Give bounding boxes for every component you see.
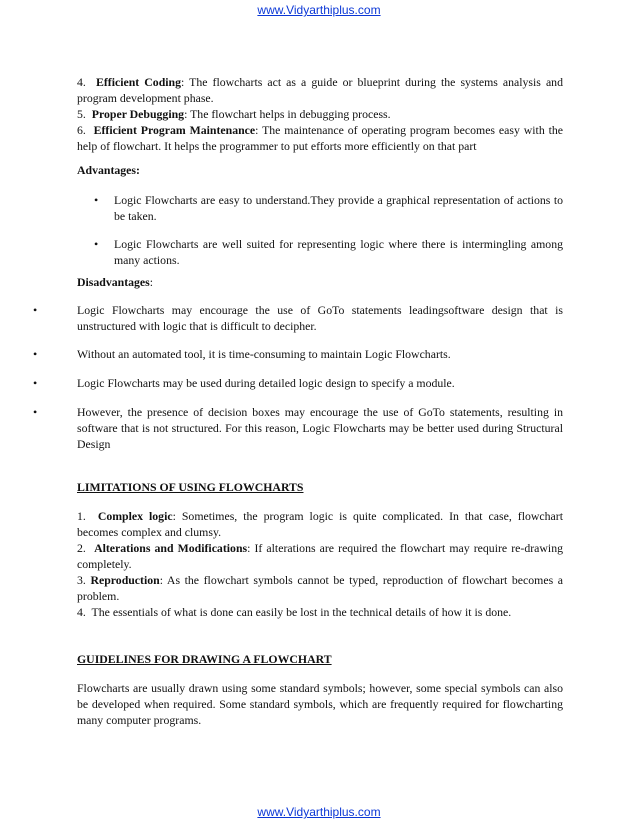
limitations-heading: LIMITATIONS OF USING FLOWCHARTS <box>77 480 304 494</box>
limitations-list <box>77 508 563 620</box>
advantages-heading: Advantages: <box>77 163 140 177</box>
disadvantage-item: Without an automated tool, it is time-consuming to maintain Logic Flowcharts. <box>77 347 451 361</box>
footer-link[interactable]: www.Vidyarthiplus.com <box>257 805 381 819</box>
list-item: 6. Efficient Program Maintenance: The maintenance of operating program becomes easy with the help of flowchart. It helps the programmer to put efforts more efficiently on that part <box>77 123 564 153</box>
disadvantages-heading: Disadvantages: <box>77 275 154 289</box>
bullet-icon: • <box>94 193 99 207</box>
header-link[interactable]: www.Vidyarthiplus.com <box>257 3 381 17</box>
advantage-item: Logic Flowcharts are well suited for representing logic where there is intermingling among many actions. <box>114 237 563 267</box>
disadvantage-item: Logic Flowcharts may encourage the use of GoTo statements leadingsoftware design that is unstructured with logic that is difficult to decipher. <box>77 303 563 333</box>
bullet-icon: • <box>33 405 38 419</box>
disadvantage-item: However, the presence of decision boxes may encourage the use of GoTo statements, resulting in software that is not structured. For this reason, Logic Flowcharts may be better used during Structural Design <box>77 405 563 451</box>
bullet-icon: • <box>94 237 99 251</box>
disadvantage-item: Logic Flowcharts may be used during detailed logic design to specify a module. <box>77 376 455 390</box>
bullet-icon: • <box>33 347 38 361</box>
list-item: 1. Complex logic: Sometimes, the program logic is quite complicated. In that case, flowchart becomes complex and clumsy. <box>77 509 563 539</box>
guidelines-heading: GUIDELINES FOR DRAWING A FLOWCHART <box>77 652 332 666</box>
guidelines-paragraph: Flowcharts are usually drawn using some standard symbols; however, some special symbols can also be developed when required. Some standard symbols, which are frequently required for flowcharting many computer programs. <box>77 681 563 727</box>
advantage-item: Logic Flowcharts are easy to understand.They provide a graphical representation of actions to be taken. <box>114 193 563 223</box>
bullet-icon: • <box>33 376 38 390</box>
list-item: 3. Reproduction: As the flowchart symbols cannot be typed, reproduction of flowchart becomes a problem. <box>77 573 563 603</box>
bullet-icon: • <box>33 303 38 317</box>
page-footer <box>0 805 638 819</box>
page-header <box>0 3 638 17</box>
list-item: 2. Alterations and Modifications: If alterations are required the flowchart may require re-drawing completely. <box>77 541 563 571</box>
list-item: 4. The essentials of what is done can easily be lost in the technical details of how it is done. <box>77 605 512 619</box>
list-item: 5. Proper Debugging: The flowchart helps in debugging process. <box>77 107 391 121</box>
list-item: 4. Efficient Coding: The flowcharts act as a guide or blueprint during the systems analysis and program development phase. <box>77 75 563 105</box>
benefits-list <box>77 74 563 154</box>
